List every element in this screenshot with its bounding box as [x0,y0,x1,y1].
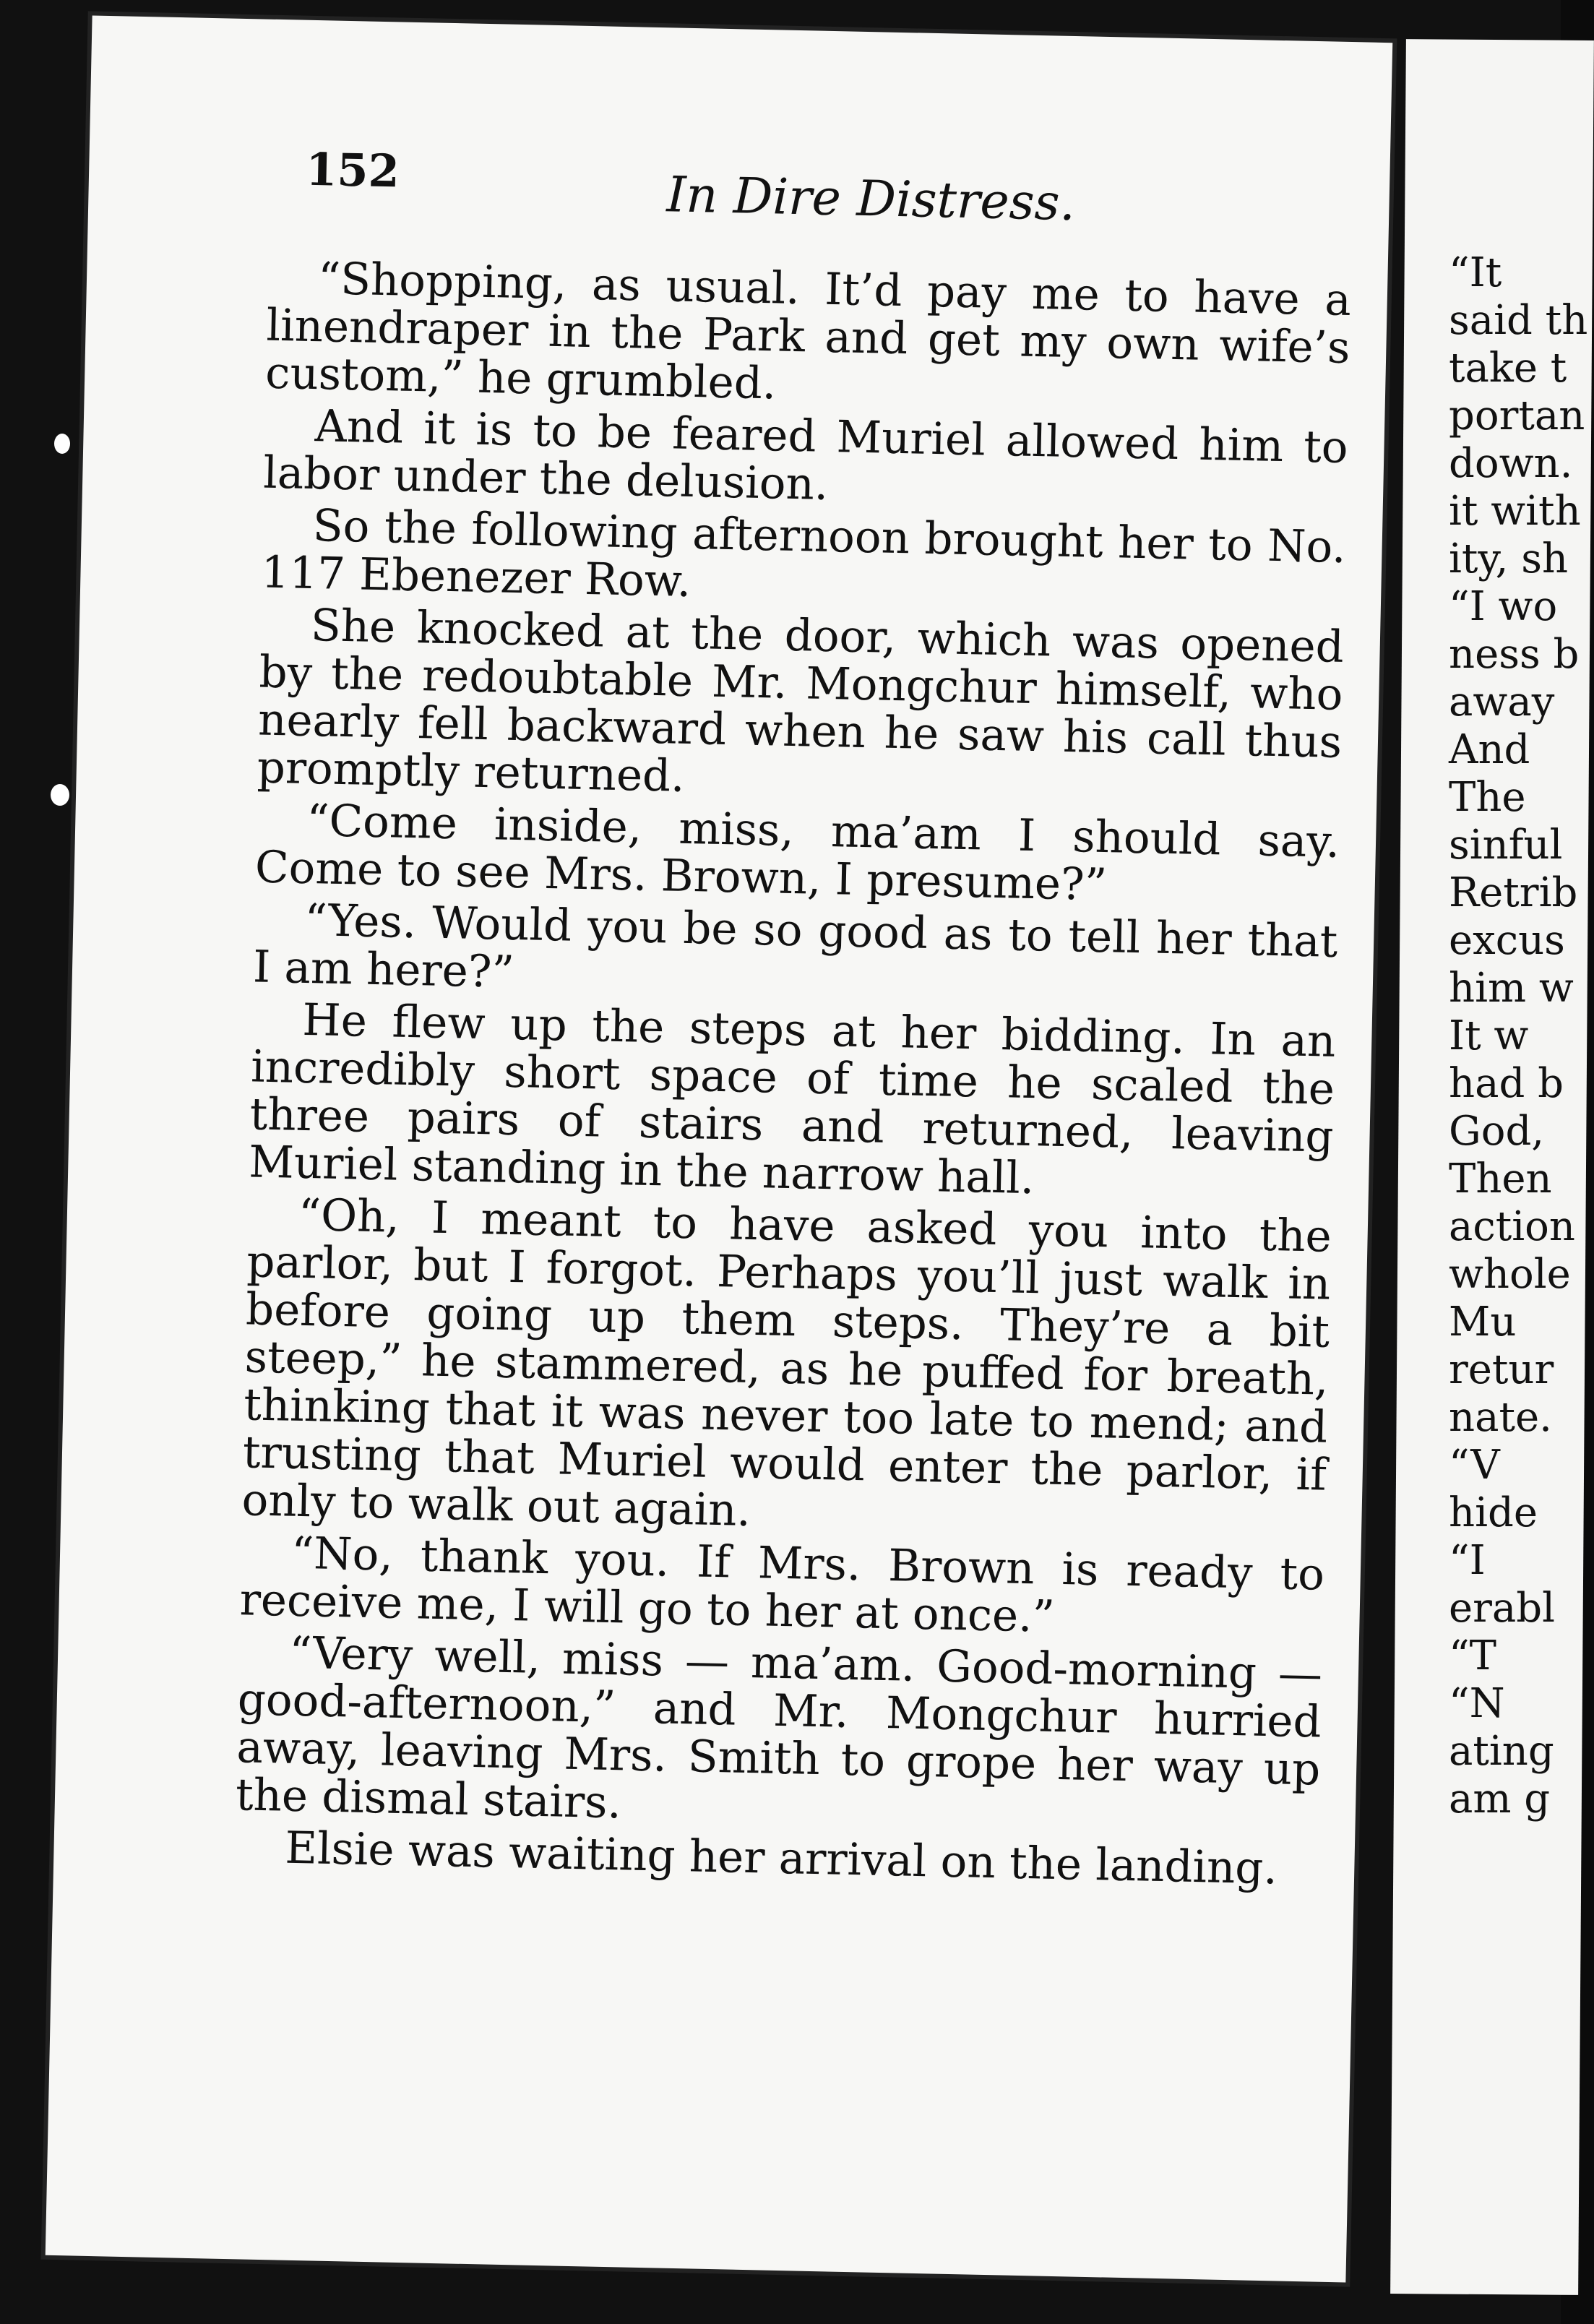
facing-page-text [1449,249,1593,1823]
facing-page-line: erabl [1449,1585,1556,1632]
page-number: 152 [305,142,400,198]
facing-page-line: portan [1449,392,1585,439]
facing-page-line: ating [1449,1728,1554,1775]
paragraph: “Come inside, miss, ma’am I should say. Come to see Mrs. Brown, I presume?” [254,794,1340,911]
facing-page-line: retur [1449,1346,1554,1393]
facing-page-line: ity, sh [1449,535,1569,582]
facing-page-line: “I [1449,1537,1486,1584]
book-page [46,15,1393,2282]
paragraph: Elsie was waiting her arrival on the landing. [284,1822,1278,1895]
facing-page-line: Mu [1449,1299,1517,1346]
facing-page-line: And [1449,726,1530,773]
paragraph: “Very well, miss — ma’am. Good-morning — good-afternoon,” and Mr. Mongchur hurried away, leaving Mrs. Smith to grope her way up the dismal stairs. [235,1627,1323,1829]
scan-speck [54,434,70,454]
facing-page-line: nate. [1449,1394,1552,1441]
paragraph: She knocked at the door, which was opened by the redoubtable Mr. Mongchur himself, who nearly fell backward when he saw his call thus promptly returned. [257,600,1345,802]
facing-page-line: down. [1449,440,1573,487]
running-title: In Dire Distress. [665,166,1076,233]
facing-page-line: God, [1449,1108,1545,1155]
paragraph: “No, thank you. If Mrs. Brown is ready to receive me, I will go to her at once.” [239,1527,1325,1643]
facing-page-line: “It [1449,249,1502,296]
facing-page-line: excus [1449,917,1565,964]
paragraph: So the following afternoon brought her to No. 117 Ebenezer Row. [260,500,1347,608]
facing-page-line: away [1449,679,1555,726]
facing-page-line: sinful [1449,822,1563,869]
paragraph: He flew up the steps at her bidding. In an incredibly short space of time he scaled the three pairs of stairs and returned, leaving Muriel standing in the narrow hall. [248,994,1337,1205]
facing-page-line: ness b [1449,631,1580,678]
facing-page-line: The [1449,774,1526,821]
facing-page-line: am g [1449,1776,1551,1822]
paragraph: “Yes. Would you be so good as to tell her that I am here?” [252,894,1338,999]
facing-page-line: “I wo [1449,583,1558,630]
facing-page-line: “V [1449,1442,1500,1489]
facing-page-line: it with [1449,488,1581,535]
facing-page-line: hide [1449,1489,1538,1536]
page-header [305,129,1354,237]
body-text [234,254,1352,1898]
facing-page-line: “N [1449,1680,1505,1727]
facing-page-line: It w [1449,1012,1529,1059]
facing-page-line: him w [1449,965,1574,1012]
paragraph: And it is to be feared Muriel allowed him to labor under the delusion. [262,400,1349,510]
facing-page-line: “T [1449,1632,1496,1679]
facing-page-line: Retrib [1449,869,1578,916]
facing-page-line: action [1449,1203,1575,1250]
facing-page-line: had b [1449,1060,1564,1107]
facing-page-line: said th [1449,297,1588,344]
facing-page-line: take t [1449,345,1567,392]
scan-speck [51,784,69,806]
facing-page-line: Then [1449,1155,1552,1202]
facing-page-line: whole [1449,1251,1571,1298]
paragraph: “Oh, I meant to have asked you into the parlor, but I forgot. Perhaps you’ll just walk in before going up them steps. They’re a bit steep,” he stammered, as he puffed for breath, thinking that it was never too late to mend; and trusting that Muriel would enter the parlor, if only to walk out again. [241,1189,1332,1537]
paragraph: “Shopping, as usual. It’d pay me to have a linendraper in the Park and get my own wife’s custom,” he grumbled. [264,253,1352,410]
